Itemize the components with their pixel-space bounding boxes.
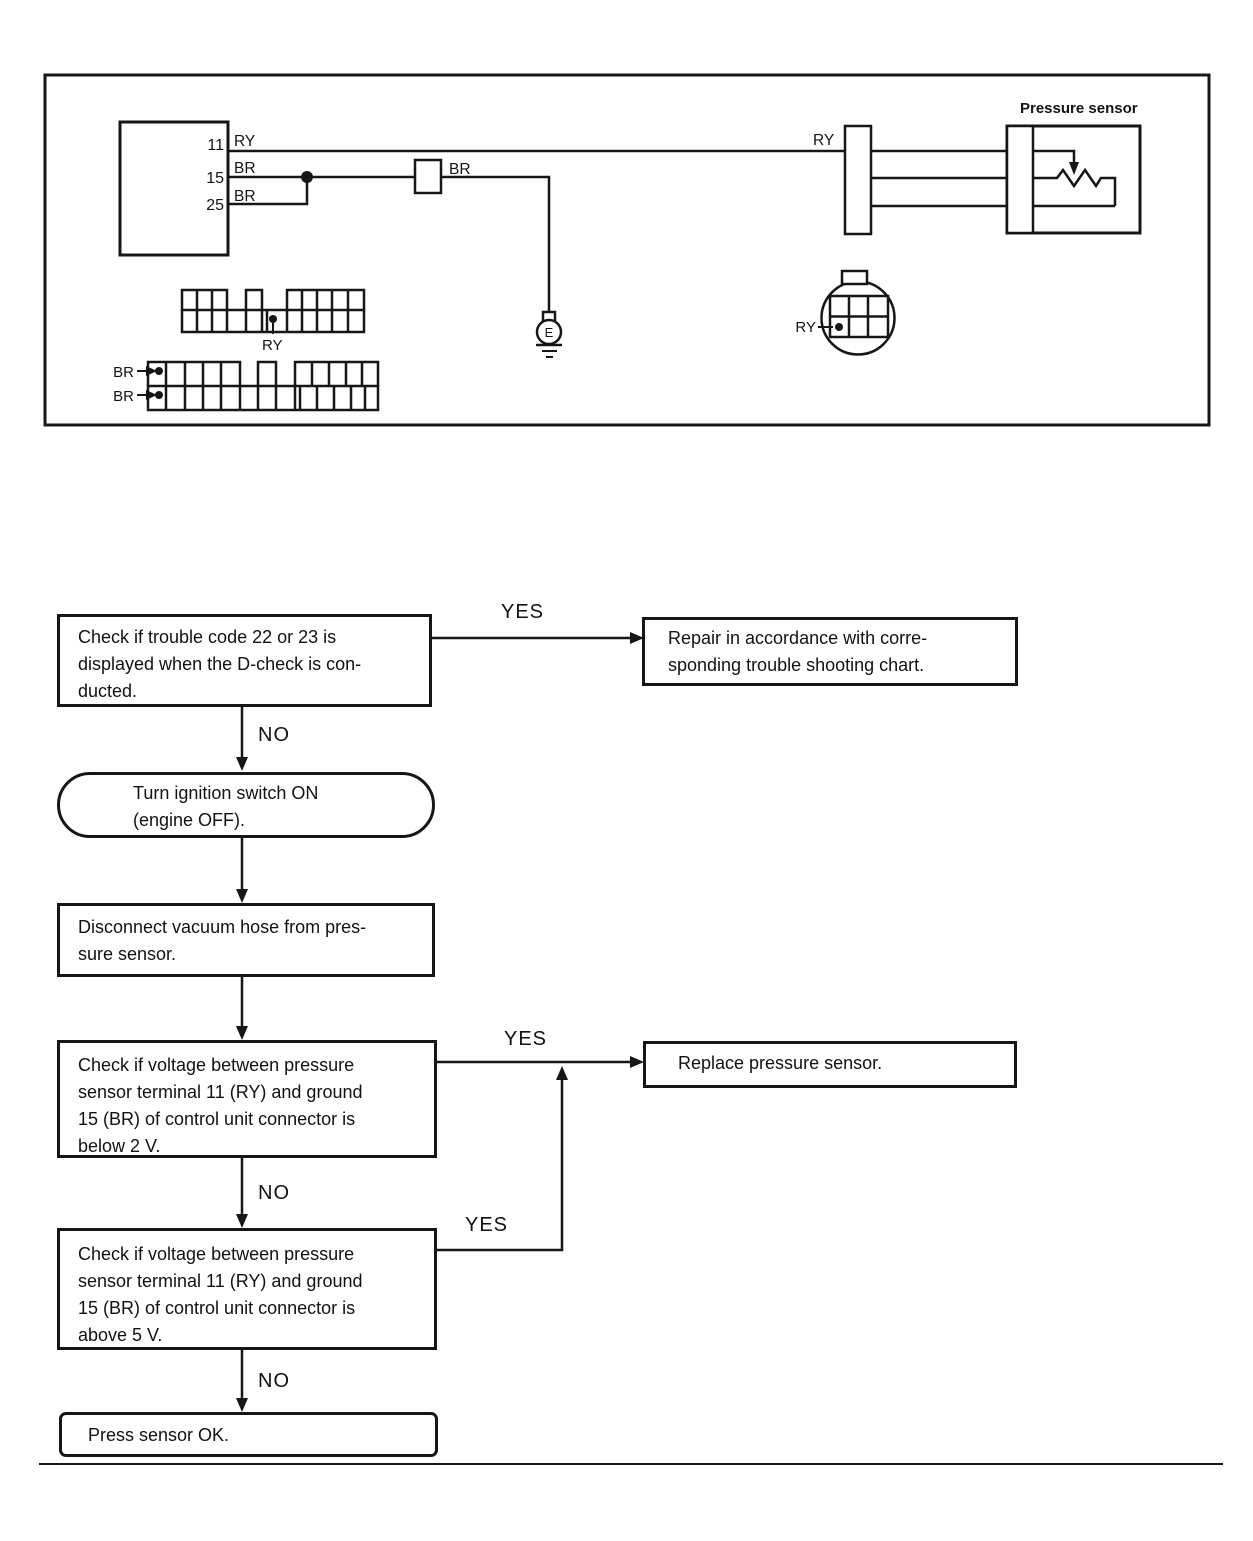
inline-connector-br-label: BR bbox=[449, 161, 471, 178]
wire-br-label-1: BR bbox=[234, 160, 256, 177]
flow-text-line: Check if trouble code 22 or 23 is bbox=[78, 627, 337, 647]
terminal-15: 15 bbox=[206, 170, 224, 187]
grid-top-ry-label: RY bbox=[262, 337, 283, 354]
flow-text-line: below 2 V. bbox=[78, 1136, 161, 1156]
wire-ry-label: RY bbox=[234, 133, 256, 150]
flow-text-line: Check if voltage between pressure bbox=[78, 1055, 355, 1075]
flow-box-ignition-on bbox=[57, 772, 435, 838]
flow-box-disconnect-hose bbox=[57, 903, 435, 977]
flow-box-replace-sensor bbox=[643, 1041, 1017, 1088]
flow-text-line: 15 (BR) of control unit connector is bbox=[78, 1109, 356, 1129]
yes-label-3: YES bbox=[465, 1214, 509, 1236]
flow-box-check-below-2v bbox=[57, 1040, 437, 1158]
ground-e-label: E bbox=[544, 325, 554, 340]
flow-text-line: Check if voltage between pressure bbox=[78, 1244, 355, 1264]
round-connector-ry-label: RY bbox=[795, 319, 816, 336]
grid-bottom-br-label-2: BR bbox=[113, 388, 134, 405]
flow-text-line: 15 (BR) of control unit connector is bbox=[78, 1298, 356, 1318]
no-label-1: NO bbox=[258, 724, 290, 746]
flow-box-check-trouble-code bbox=[57, 614, 432, 707]
flow-text-line: sponding trouble shooting chart. bbox=[668, 655, 925, 675]
yes-label-1: YES bbox=[501, 601, 545, 623]
sensor-ry-label: RY bbox=[813, 132, 835, 149]
yes-label-2: YES bbox=[504, 1028, 548, 1050]
flow-text-line: Press sensor OK. bbox=[88, 1425, 230, 1445]
flow-text-line: Replace pressure sensor. bbox=[678, 1053, 883, 1073]
grid-bottom-br-label-1: BR bbox=[113, 364, 134, 381]
no-label-3: NO bbox=[258, 1370, 290, 1392]
terminal-25: 25 bbox=[206, 197, 224, 214]
terminal-11: 11 bbox=[207, 137, 224, 154]
flow-text-line: above 5 V. bbox=[78, 1325, 163, 1345]
flow-box-repair bbox=[642, 617, 1018, 686]
flow-text-line: sure sensor. bbox=[78, 944, 177, 964]
flow-text-line: sensor terminal 11 (RY) and ground bbox=[78, 1271, 363, 1291]
flow-box-check-above-5v bbox=[57, 1228, 437, 1350]
no-label-2: NO bbox=[258, 1182, 290, 1204]
flow-text-line: sensor terminal 11 (RY) and ground bbox=[78, 1082, 363, 1102]
flow-text-line: (engine OFF). bbox=[133, 810, 246, 830]
wire-br-label-2: BR bbox=[234, 188, 256, 205]
flow-text-line: Turn ignition switch ON bbox=[133, 783, 319, 803]
flow-text-line: Repair in accordance with corre- bbox=[668, 628, 928, 648]
pressure-sensor-title: Pressure sensor bbox=[1020, 100, 1138, 117]
flow-text-line: Disconnect vacuum hose from pres- bbox=[78, 917, 367, 937]
flow-text-line: ducted. bbox=[78, 681, 138, 701]
flow-box-sensor-ok bbox=[59, 1412, 438, 1457]
flow-text-line: displayed when the D-check is con- bbox=[78, 654, 362, 674]
